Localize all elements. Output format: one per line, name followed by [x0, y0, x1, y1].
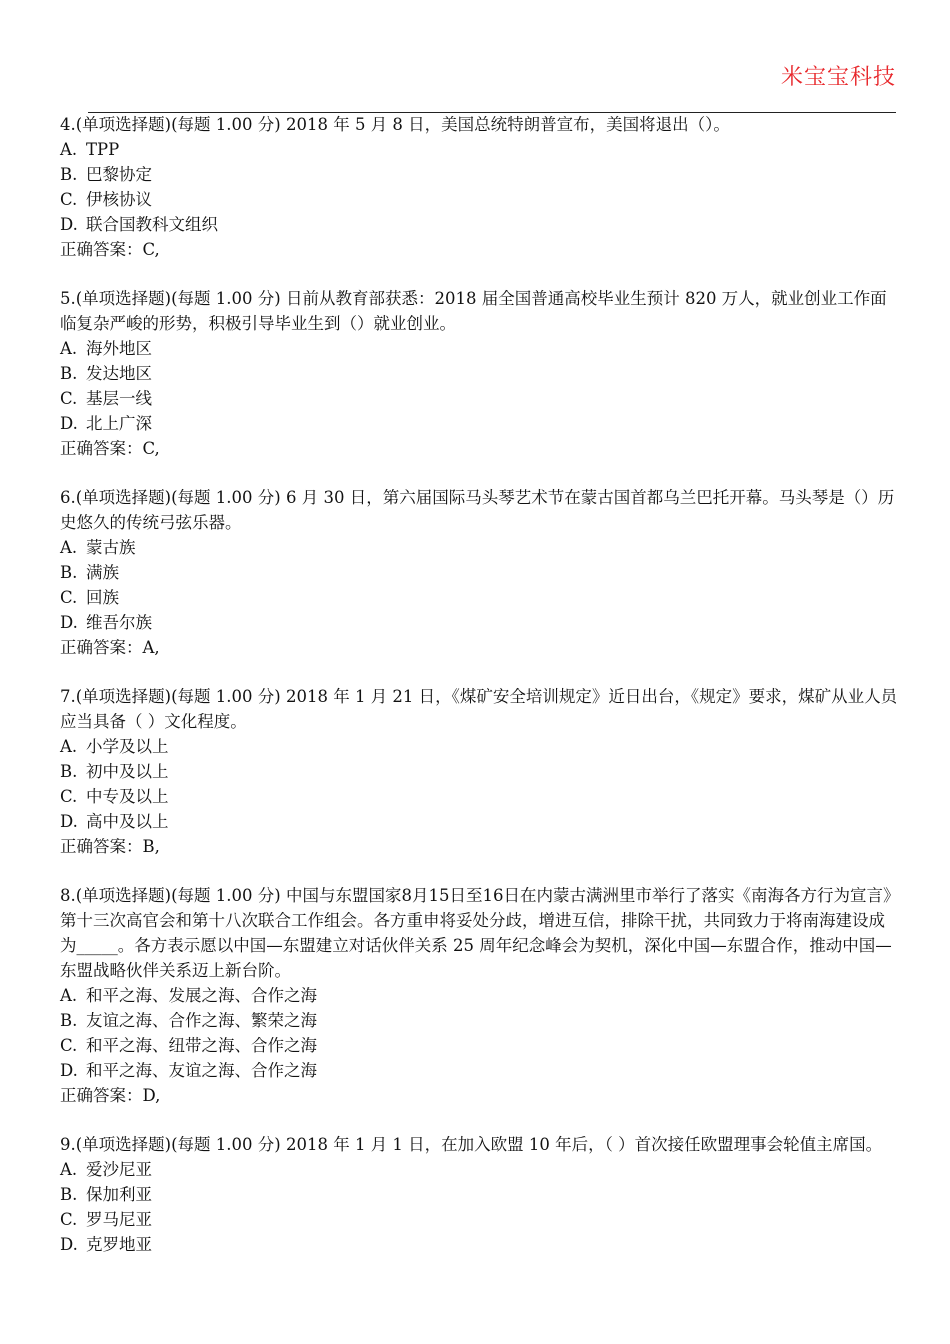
- option-letter: B.: [60, 364, 78, 383]
- option-b: [60, 1008, 900, 1033]
- option-letter: B.: [60, 1185, 78, 1204]
- question-stem: 7.(单项选择题)(每题 1.00 分) 2018 年 1 月 21 日，《煤矿安全培训规定》近日出台，《规定》要求，煤矿从业人员应当具备（ ）文化程度。: [60, 687, 898, 731]
- option-c: [60, 1033, 900, 1058]
- option-text: 联合国教科文组织: [86, 215, 218, 234]
- option-b: [60, 361, 900, 386]
- question-stem: 9.(单项选择题)(每题 1.00 分) 2018 年 1 月 1 日，在加入欧盟 10 年后，（ ）首次接任欧盟理事会轮值主席国。: [60, 1135, 883, 1154]
- option-letter: C.: [60, 190, 78, 209]
- option-letter: D.: [60, 613, 78, 632]
- option-letter: A.: [60, 1160, 78, 1179]
- option-letter: C.: [60, 389, 78, 408]
- question-stem: 4.(单项选择题)(每题 1.00 分) 2018 年 5 月 8 日，美国总统特朗普宣布，美国将退出（）。: [60, 115, 730, 134]
- question-item: [60, 883, 900, 1108]
- option-letter: D.: [60, 812, 78, 831]
- option-a: [60, 137, 900, 162]
- option-d: [60, 809, 900, 834]
- option-d: [60, 1058, 900, 1083]
- option-text: 和平之海、友谊之海、合作之海: [86, 1061, 317, 1080]
- option-text: 小学及以上: [86, 737, 169, 756]
- brand-header: 米宝宝科技: [780, 65, 896, 90]
- option-text: 中专及以上: [86, 787, 169, 806]
- option-text: 满族: [86, 563, 119, 582]
- option-letter: D.: [60, 1061, 78, 1080]
- option-a: [60, 535, 900, 560]
- option-letter: A.: [60, 737, 78, 756]
- option-text: 初中及以上: [86, 762, 169, 781]
- option-text: 高中及以上: [86, 812, 169, 831]
- option-letter: B.: [60, 1011, 78, 1030]
- option-d: [60, 411, 900, 436]
- option-text: TPP: [86, 140, 120, 159]
- option-letter: C.: [60, 588, 78, 607]
- option-letter: B.: [60, 563, 78, 582]
- option-letter: D.: [60, 1235, 78, 1254]
- option-d: [60, 212, 900, 237]
- option-b: [60, 1182, 900, 1207]
- option-b: [60, 759, 900, 784]
- correct-answer: 正确答案：C,: [60, 439, 160, 458]
- option-c: [60, 784, 900, 809]
- correct-answer: 正确答案：A,: [60, 638, 160, 657]
- option-text: 巴黎协定: [86, 165, 152, 184]
- option-text: 北上广深: [86, 414, 152, 433]
- option-c: [60, 585, 900, 610]
- question-item: [60, 112, 900, 262]
- option-letter: C.: [60, 787, 78, 806]
- option-letter: B.: [60, 762, 78, 781]
- option-text: 基层一线: [86, 389, 152, 408]
- question-list: [60, 112, 900, 1281]
- option-letter: C.: [60, 1036, 78, 1055]
- option-a: [60, 734, 900, 759]
- correct-answer: 正确答案：B,: [60, 837, 160, 856]
- option-a: [60, 983, 900, 1008]
- option-text: 发达地区: [86, 364, 152, 383]
- question-stem: 8.(单项选择题)(每题 1.00 分) 中国与东盟国家8月15日至16日在内蒙古满洲里市举行了落实《南海各方行为宣言》第十三次高官会和第十八次联合工作组会。各方重申将妥处分歧，增进互信，排除干扰，共同致力于将南海建设成为_____。各方表示愿以中国—东盟建立对话伙伴关系 25 周年纪念峰会为契机，深化中国—东盟合作，推动中国—东盟战略伙伴关系迈上新台阶。: [60, 886, 900, 980]
- question-item: [60, 286, 900, 461]
- option-letter: A.: [60, 986, 78, 1005]
- option-d: [60, 610, 900, 635]
- correct-answer: 正确答案：D,: [60, 1086, 161, 1105]
- option-text: 海外地区: [86, 339, 152, 358]
- option-letter: C.: [60, 1210, 78, 1229]
- option-letter: B.: [60, 165, 78, 184]
- question-item: [60, 1132, 900, 1257]
- option-text: 维吾尔族: [86, 613, 152, 632]
- option-text: 克罗地亚: [86, 1235, 152, 1254]
- question-stem: 5.(单项选择题)(每题 1.00 分) 日前从教育部获悉：2018 届全国普通高校毕业生预计 820 万人，就业创业工作面临复杂严峻的形势，积极引导毕业生到（）就业创业。: [60, 289, 887, 333]
- option-text: 和平之海、发展之海、合作之海: [86, 986, 317, 1005]
- correct-answer: 正确答案：C,: [60, 240, 160, 259]
- option-text: 回族: [86, 588, 119, 607]
- option-letter: A.: [60, 140, 78, 159]
- option-letter: D.: [60, 414, 78, 433]
- option-text: 蒙古族: [86, 538, 136, 557]
- question-stem: 6.(单项选择题)(每题 1.00 分) 6 月 30 日，第六届国际马头琴艺术节在蒙古国首都乌兰巴托开幕。马头琴是（）历史悠久的传统弓弦乐器。: [60, 488, 895, 532]
- option-text: 伊核协议: [86, 190, 152, 209]
- option-c: [60, 386, 900, 411]
- option-letter: D.: [60, 215, 78, 234]
- option-letter: A.: [60, 339, 78, 358]
- question-item: [60, 684, 900, 859]
- option-letter: A.: [60, 538, 78, 557]
- question-item: [60, 485, 900, 660]
- option-b: [60, 162, 900, 187]
- option-text: 罗马尼亚: [86, 1210, 152, 1229]
- option-d: [60, 1232, 900, 1257]
- option-text: 和平之海、纽带之海、合作之海: [86, 1036, 317, 1055]
- option-text: 保加利亚: [86, 1185, 152, 1204]
- option-c: [60, 1207, 900, 1232]
- option-a: [60, 336, 900, 361]
- option-a: [60, 1157, 900, 1182]
- option-b: [60, 560, 900, 585]
- option-c: [60, 187, 900, 212]
- option-text: 友谊之海、合作之海、繁荣之海: [86, 1011, 317, 1030]
- option-text: 爱沙尼亚: [86, 1160, 152, 1179]
